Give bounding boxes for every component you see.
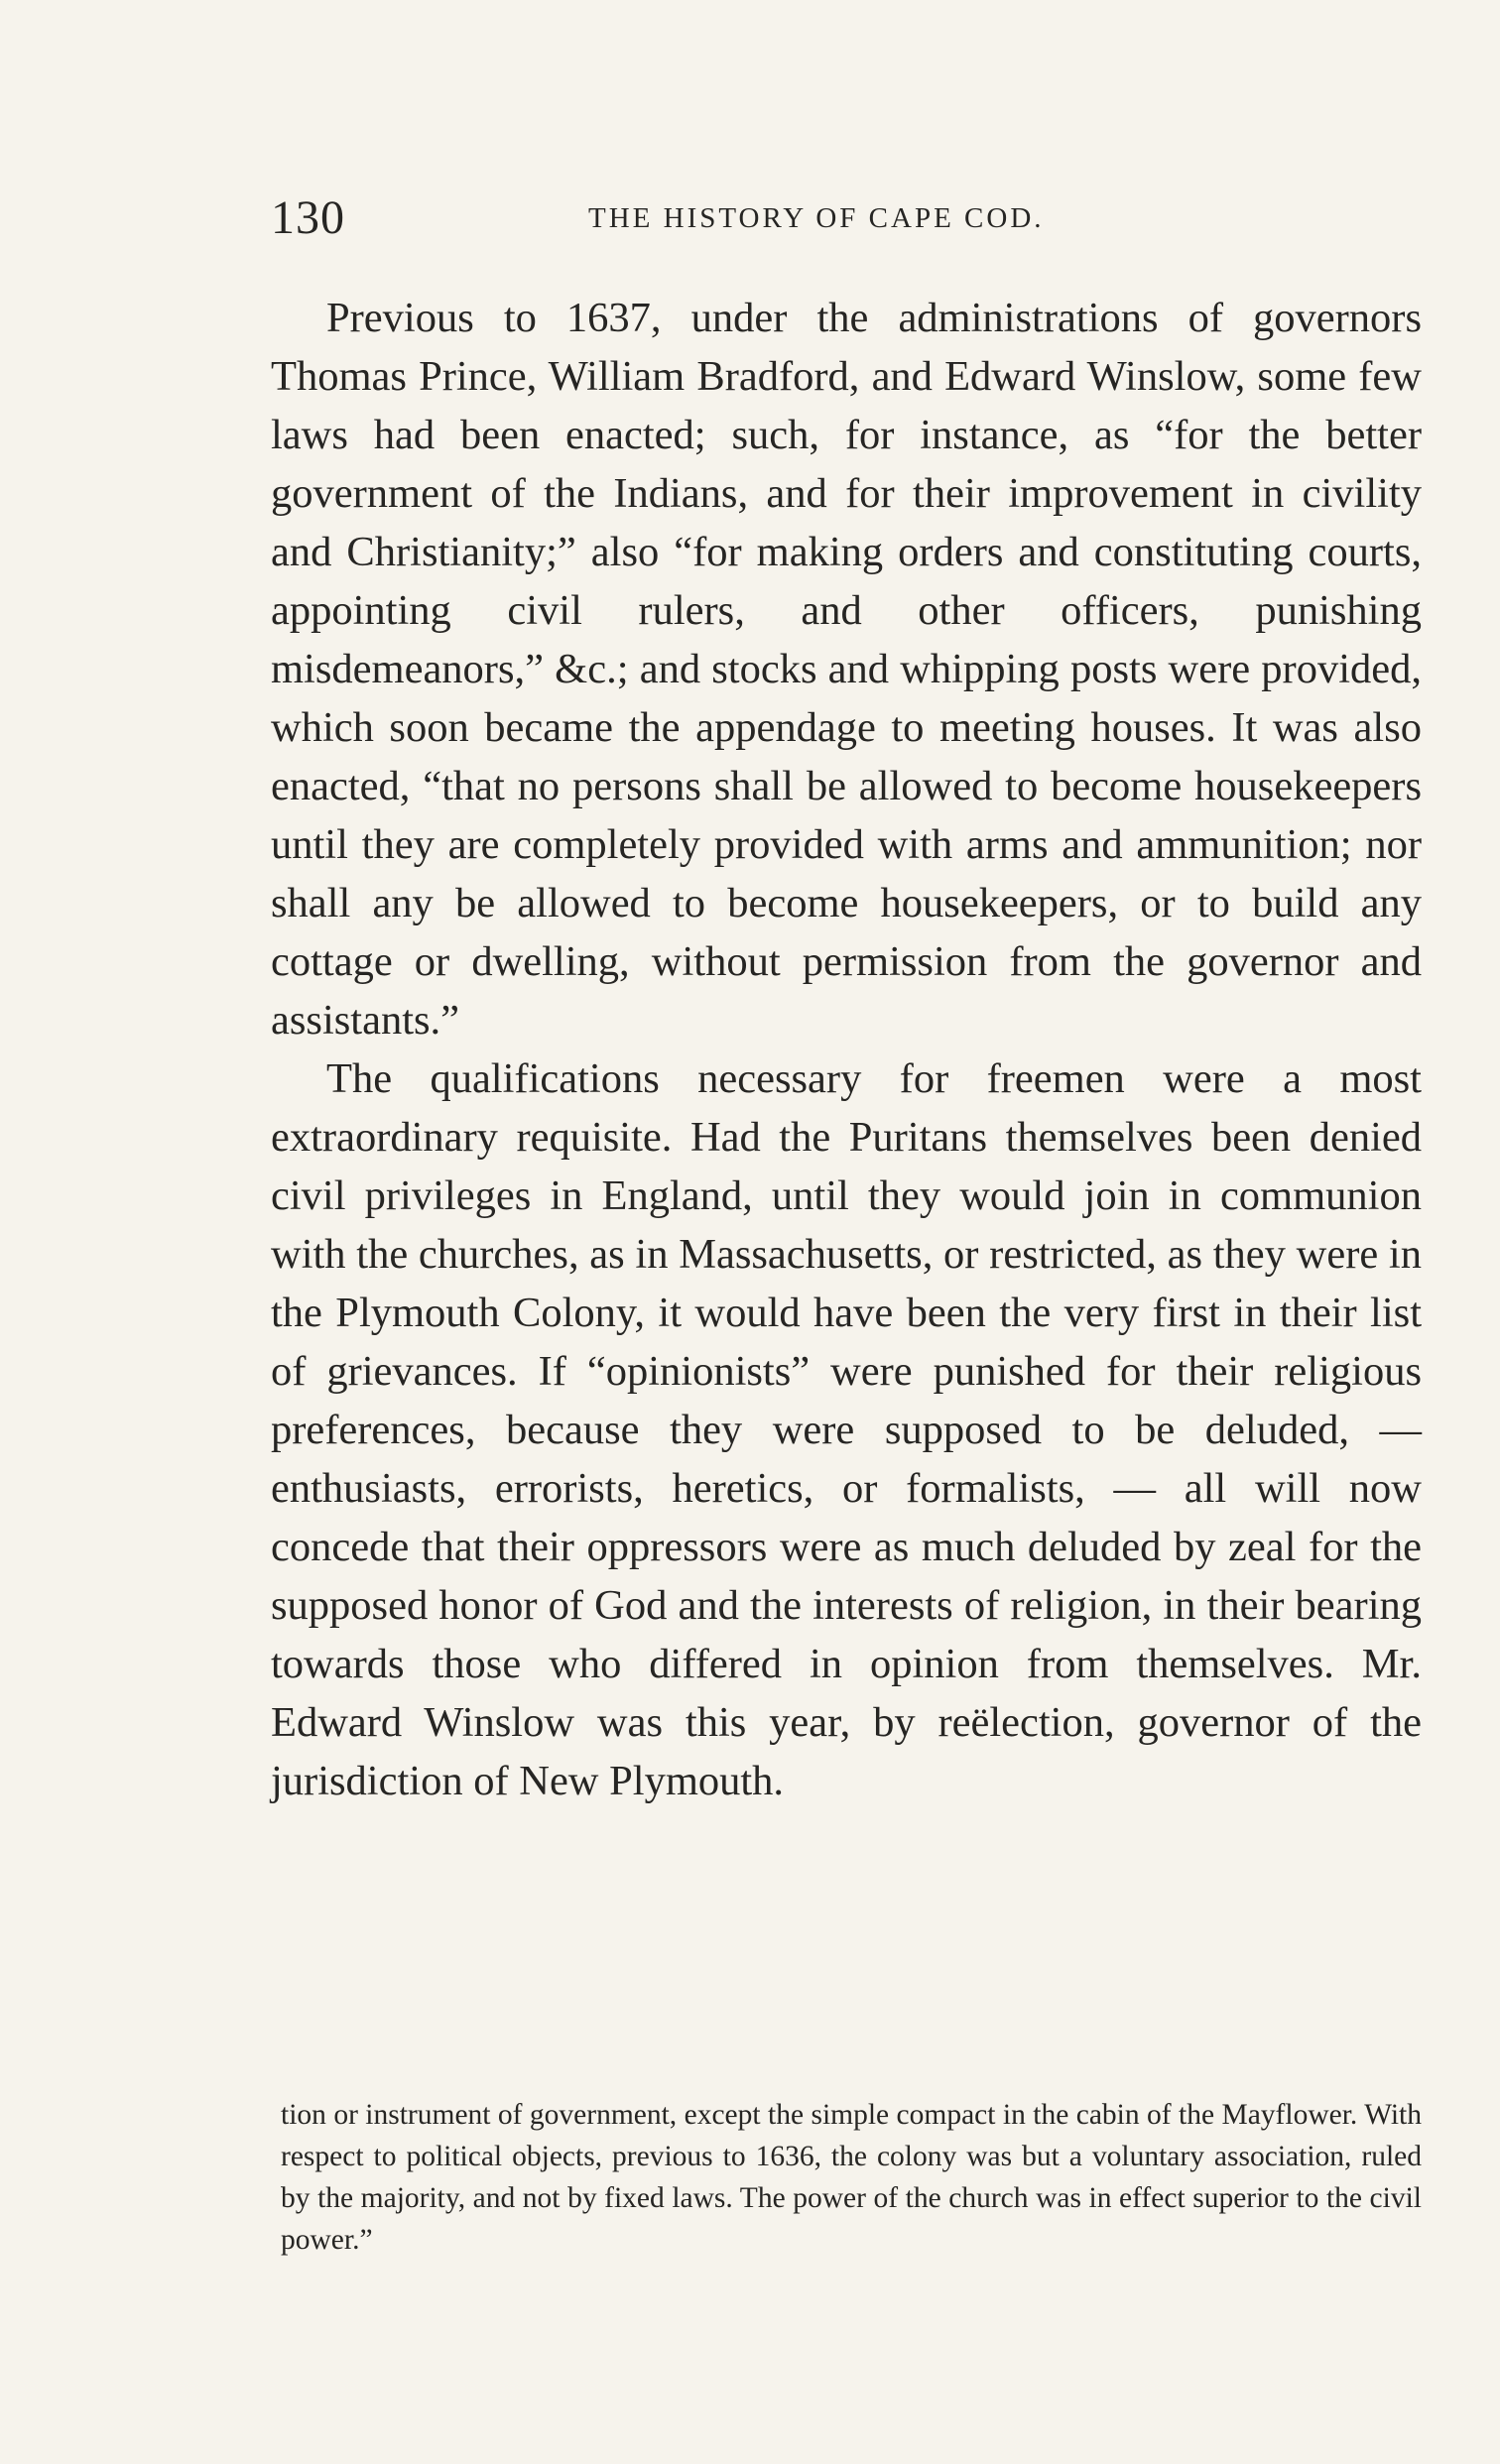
running-head: [271, 188, 1422, 248]
footnote: [281, 2094, 1422, 2261]
footnote-text: tion or instrument of government, except the simple compact in the cabin of the Mayflower. With respect to political objects, previous to 1636, the colony was but a voluntary association, ruled by the majority, and not by fixed laws. The power of the church was in effect superior to the civil power.”: [281, 2099, 1422, 2256]
body-text: [271, 289, 1422, 1810]
paragraph-2: The qualifications necessary for freemen were a most extraordinary requisite. Had the Puritans themselves been denied civil privileges in England, until they would join in communion with the churches, as in Massachusetts, or restricted, as they were in the Plymouth Colony, it would have been the very first in their list of grievances. If “opinionists” were punished for their religious preferences, because they were supposed to be deluded, — enthusiasts, errorists, heretics, or formalists, — all will now concede that their oppressors were as much deluded by zeal for the supposed honor of God and the interests of religion, in their bearing towards those who differed in opinion from themselves. Mr. Edward Winslow was this year, by reëlection, governor of the jurisdiction of New Plymouth.: [271, 1055, 1422, 1804]
page-number: 130: [271, 191, 345, 244]
paragraph-1: Previous to 1637, under the administrations of governors Thomas Prince, William Bradford, and Edward Winslow, some few laws had been enacted; such, for instance, as “for the better government of the Indians, and for their improvement in civility and Christianity;” also “for making orders and constituting courts, appointing civil rulers, and other officers, punishing misdemeanors,” &c.; and stocks and whipping posts were provided, which soon became the appendage to meeting houses. It was also enacted, “that no persons shall be allowed to become housekeepers until they are completely provided with arms and ammunition; nor shall any be allowed to become housekeepers, or to build any cottage or dwelling, without permission from the governor and assistants.”: [271, 295, 1422, 1044]
running-title: THE HISTORY OF CAPE COD.: [588, 202, 1045, 234]
